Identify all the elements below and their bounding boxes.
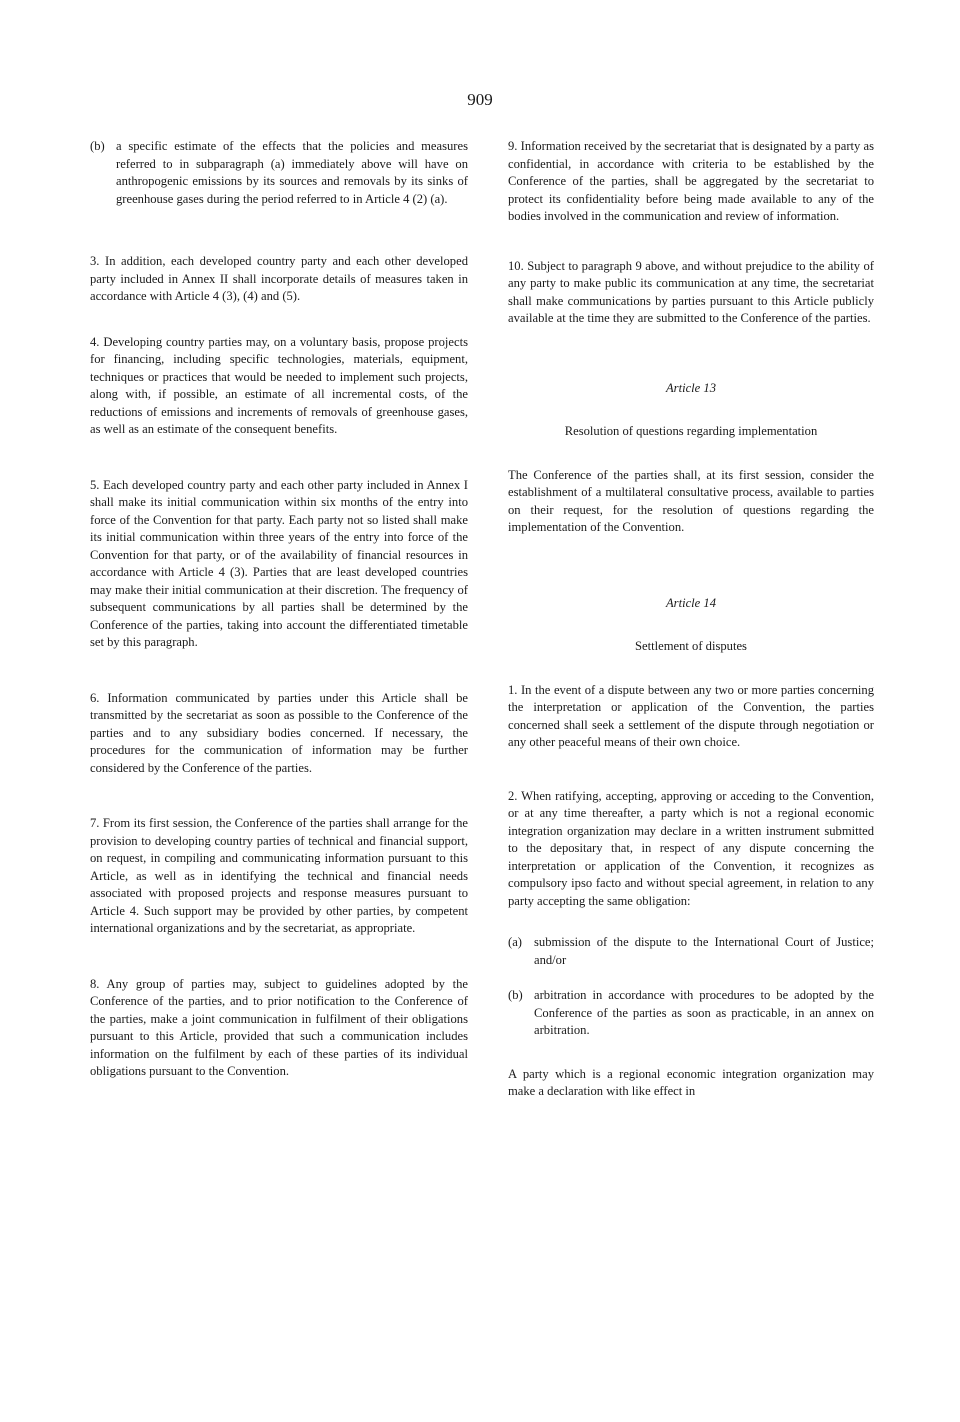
article-14-paragraph-2: 2. When ratifying, accepting, approving or acceding to the Convention, or at any time thereafter, a party which is not a regional economic integration organization may declare in a written instrument submitted to the depositary that, in respect of any dispute concerning the interpretation or application of the Convention, it recognizes as compulsory ipso facto and without special agreement, in relation to any party accepting the same obligation: <box>508 788 874 908</box>
right-column <box>508 138 874 1101</box>
paragraph-4: 4. Developing country parties may, on a voluntary basis, propose projects for financing, including specific technologies, materials, equipment, techniques or practices that would be needed to implement such projects, along with, if possible, an estimate of all incremental costs, of the reductions of emissions and increments of removals of greenhouse gases, as well as an estimate of the consequent benefits. <box>90 334 468 436</box>
article-14-title: Article 14 <box>665 595 716 610</box>
article-14-final-paragraph: A party which is a regional economic integration organization may make a declaration with like effect in <box>508 1066 874 1098</box>
paragraph-3: 3. In addition, each developed country party and each other developed party included in Annex II shall incorporate details of measures taken in accordance with Article 4 (3), (4) and (5). <box>90 254 468 303</box>
article-14-subtitle: Settlement of disputes <box>635 639 747 653</box>
paragraph-7: 7. From its first session, the Conference of the parties shall arrange for the provision to developing country parties of technical and financial support, on request, in compiling and communicating information pursuant to this Article, as well as in identifying the technical and financial needs associated with proposed projects and response measures pursuant to Article 4. Such support may be provided by other parties, by competent international organizations and by the secretariat, as appropriate. <box>90 816 468 935</box>
page-number: 909 <box>467 90 493 109</box>
article-14-item-a <box>508 934 874 969</box>
article-14-item-b <box>508 987 874 1040</box>
paragraph-6: 6. Information communicated by parties under this Article shall be transmitted by the secretariat as soon as possible to the Conference of the parties and to any subsidiary bodies concerned. If necessary, the procedures for the communication of information may be further considered by the Conference of the parties. <box>90 690 468 775</box>
item-a-text: submission of the dispute to the International Court of Justice; and/or <box>534 935 874 967</box>
paragraph-5: 5. Each developed country party and each other party included in Annex I shall make its initial communication within six months of the entry into force of the Convention for that party. Each party not so listed shall make its initial communication within three years of the entry into force of the Convention for that party, or of the availability of financial resources in accordance with Article 4 (3). Parties that are least developed countries may make their initial communication at their discretion. The frequency of subsequent communications by all parties shall be determined by the Conference of the parties, taking into account the differentiated timetable set by this paragraph. <box>90 477 468 649</box>
paragraph-10: 10. Subject to paragraph 9 above, and without prejudice to the ability of any party to make public its communication at any time, the secretariat shall make communications by parties pursuant to this Article publicly available at the time they are submitted to the Conference of the parties. <box>508 258 874 325</box>
paragraph-8: 8. Any group of parties may, subject to guidelines adopted by the Conference of the parties, and to prior notification to the Conference of the parties, make a joint communication in fulfilment of their obligations pursuant to this Article, provided that such a communication includes information on the fulfilment by each of these parties of its individual obligations pursuant to the Convention. <box>90 976 468 1078</box>
item-b-label: (b) <box>508 988 523 1002</box>
item-b-text: arbitration in accordance with procedures to be adopted by the Conference of the parties as soon as practicable, in an annex on arbitration. <box>534 988 874 1037</box>
item-a-label: (a) <box>508 935 522 949</box>
article-13-title: Article 13 <box>665 380 716 395</box>
item-b-label: (b) <box>90 139 105 153</box>
item-b <box>90 138 468 208</box>
left-column <box>90 138 468 1081</box>
item-b-text: a specific estimate of the effects that the policies and measures referred to in subparagraph (a) immediately above will have on anthropogenic emissions by its sources and removals by its sinks of greenhouse gases during the period referred to in Article 4 (2) (a). <box>116 139 468 206</box>
article-14-paragraph-1: 1. In the event of a dispute between any two or more parties concerning the interpretation or application of the Convention, the parties concerned shall seek a settlement of the dispute through negotiation or any other peaceful means of their own choice. <box>508 682 874 749</box>
article-13-text: The Conference of the parties shall, at its first session, consider the establishment of a multilateral consultative process, available to parties on their request, for the resolution of questions regarding the implementation of the Convention. <box>508 467 874 534</box>
article-13-subtitle: Resolution of questions regarding implementation <box>564 424 818 438</box>
paragraph-9: 9. Information received by the secretariat that is designated by a party as confidential, in accordance with criteria to be established by the Conference of the parties, shall be aggregated by the secretariat to protect its confidentiality before being made available to any of the bodies involved in the communication and review of information. <box>508 139 874 223</box>
